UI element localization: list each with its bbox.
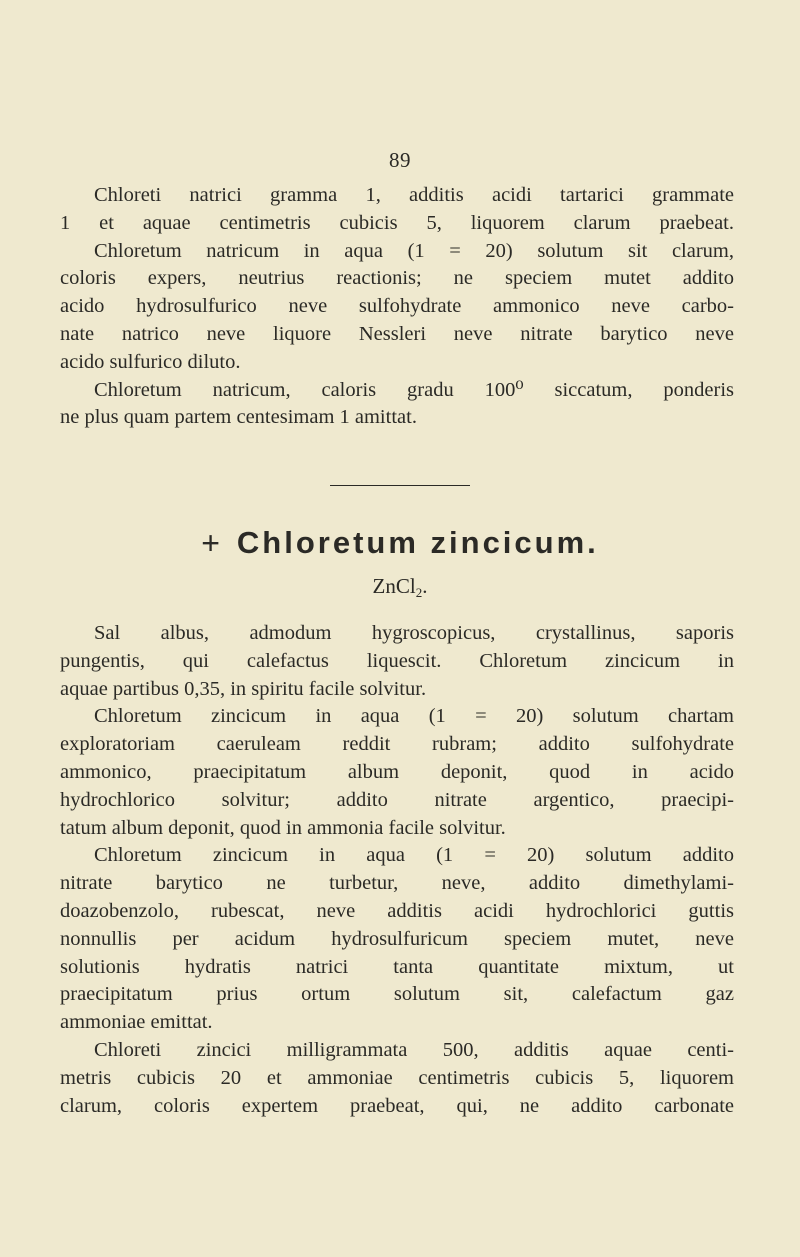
text-line: ne plus quam partem centesimam 1 amittat. (60, 406, 417, 429)
formula-suffix: . (422, 574, 428, 598)
main-section (60, 620, 734, 1120)
text-line: Sal albus, admodum hygroscopicus, crystallinus, saporis (94, 622, 734, 644)
text-line: clarum, coloris expertem praebeat, qui, ne addito carbonate (60, 1094, 734, 1117)
text-line: nate natrico neve liquore Nessleri neve nitrate barytico neve (60, 322, 734, 345)
text-line: acido sulfurico diluto. (60, 350, 241, 373)
page-number: 89 (389, 148, 411, 172)
section-title: Chloretum zincicum. (236, 525, 599, 560)
text-line: tatum album deponit, quod in ammonia facile solvitur. (60, 816, 506, 839)
cross-icon: + (201, 525, 223, 561)
text-line: exploratoriam caeruleam reddit rubram; addito sulfohydrate (60, 733, 734, 756)
top-section (60, 182, 734, 432)
text-line: ammoniae emittat. (60, 1011, 213, 1034)
section-heading (0, 525, 800, 562)
text-line: solutionis hydratis natrici tanta quantitate mixtum, ut (60, 955, 734, 978)
text-line: Chloretum zincicum in aqua (1 = 20) solutum addito (94, 844, 734, 867)
text-line: Chloreti zincici milligrammata 500, additis aquae centi- (94, 1038, 734, 1061)
text-line: hydrochlorico solvitur; addito nitrate argentico, praecipi- (60, 788, 734, 811)
text-line: doazobenzolo, rubescat, neve additis acidi hydrochlorici guttis (60, 899, 734, 922)
text-line: nonnullis per acidum hydrosulfuricum speciem mutet, neve (60, 927, 734, 950)
text-line: coloris expers, neutrius reactionis; ne speciem mutet addito (60, 267, 734, 290)
text-line: Chloretum natricum, caloris gradu 100⁰ siccatum, ponderis (94, 378, 734, 401)
text-line: ammonico, praecipitatum album deponit, quod in acido (60, 760, 734, 783)
text-line: metris cubicis 20 et ammoniae centimetris cubicis 5, liquorem (60, 1066, 734, 1089)
text-line: praecipitatum prius ortum solutum sit, calefactum gaz (60, 983, 734, 1006)
chemical-formula (0, 574, 800, 601)
text-line: 1 et aquae centimetris cubicis 5, liquorem clarum praebeat. (60, 211, 734, 234)
text-line: acido hydrosulfurico neve sulfohydrate ammonico neve carbo- (60, 295, 734, 318)
text-line: nitrate barytico ne turbetur, neve, addito dimethylami- (60, 872, 734, 895)
text-line: Chloretum natricum in aqua (1 = 20) solutum sit clarum, (94, 239, 734, 262)
formula-base: ZnCl (372, 574, 416, 598)
section-divider (330, 485, 470, 486)
formula-subscript: 2 (415, 585, 423, 600)
text-line: Chloreti natrici gramma 1, additis acidi tartarici grammate (94, 184, 734, 206)
text-line: Chloretum zincicum in aqua (1 = 20) solutum chartam (94, 705, 734, 728)
text-line: pungentis, qui calefactus liquescit. Chloretum zincicum in (60, 649, 734, 672)
text-line: aquae partibus 0,35, in spiritu facile solvitur. (60, 677, 427, 700)
